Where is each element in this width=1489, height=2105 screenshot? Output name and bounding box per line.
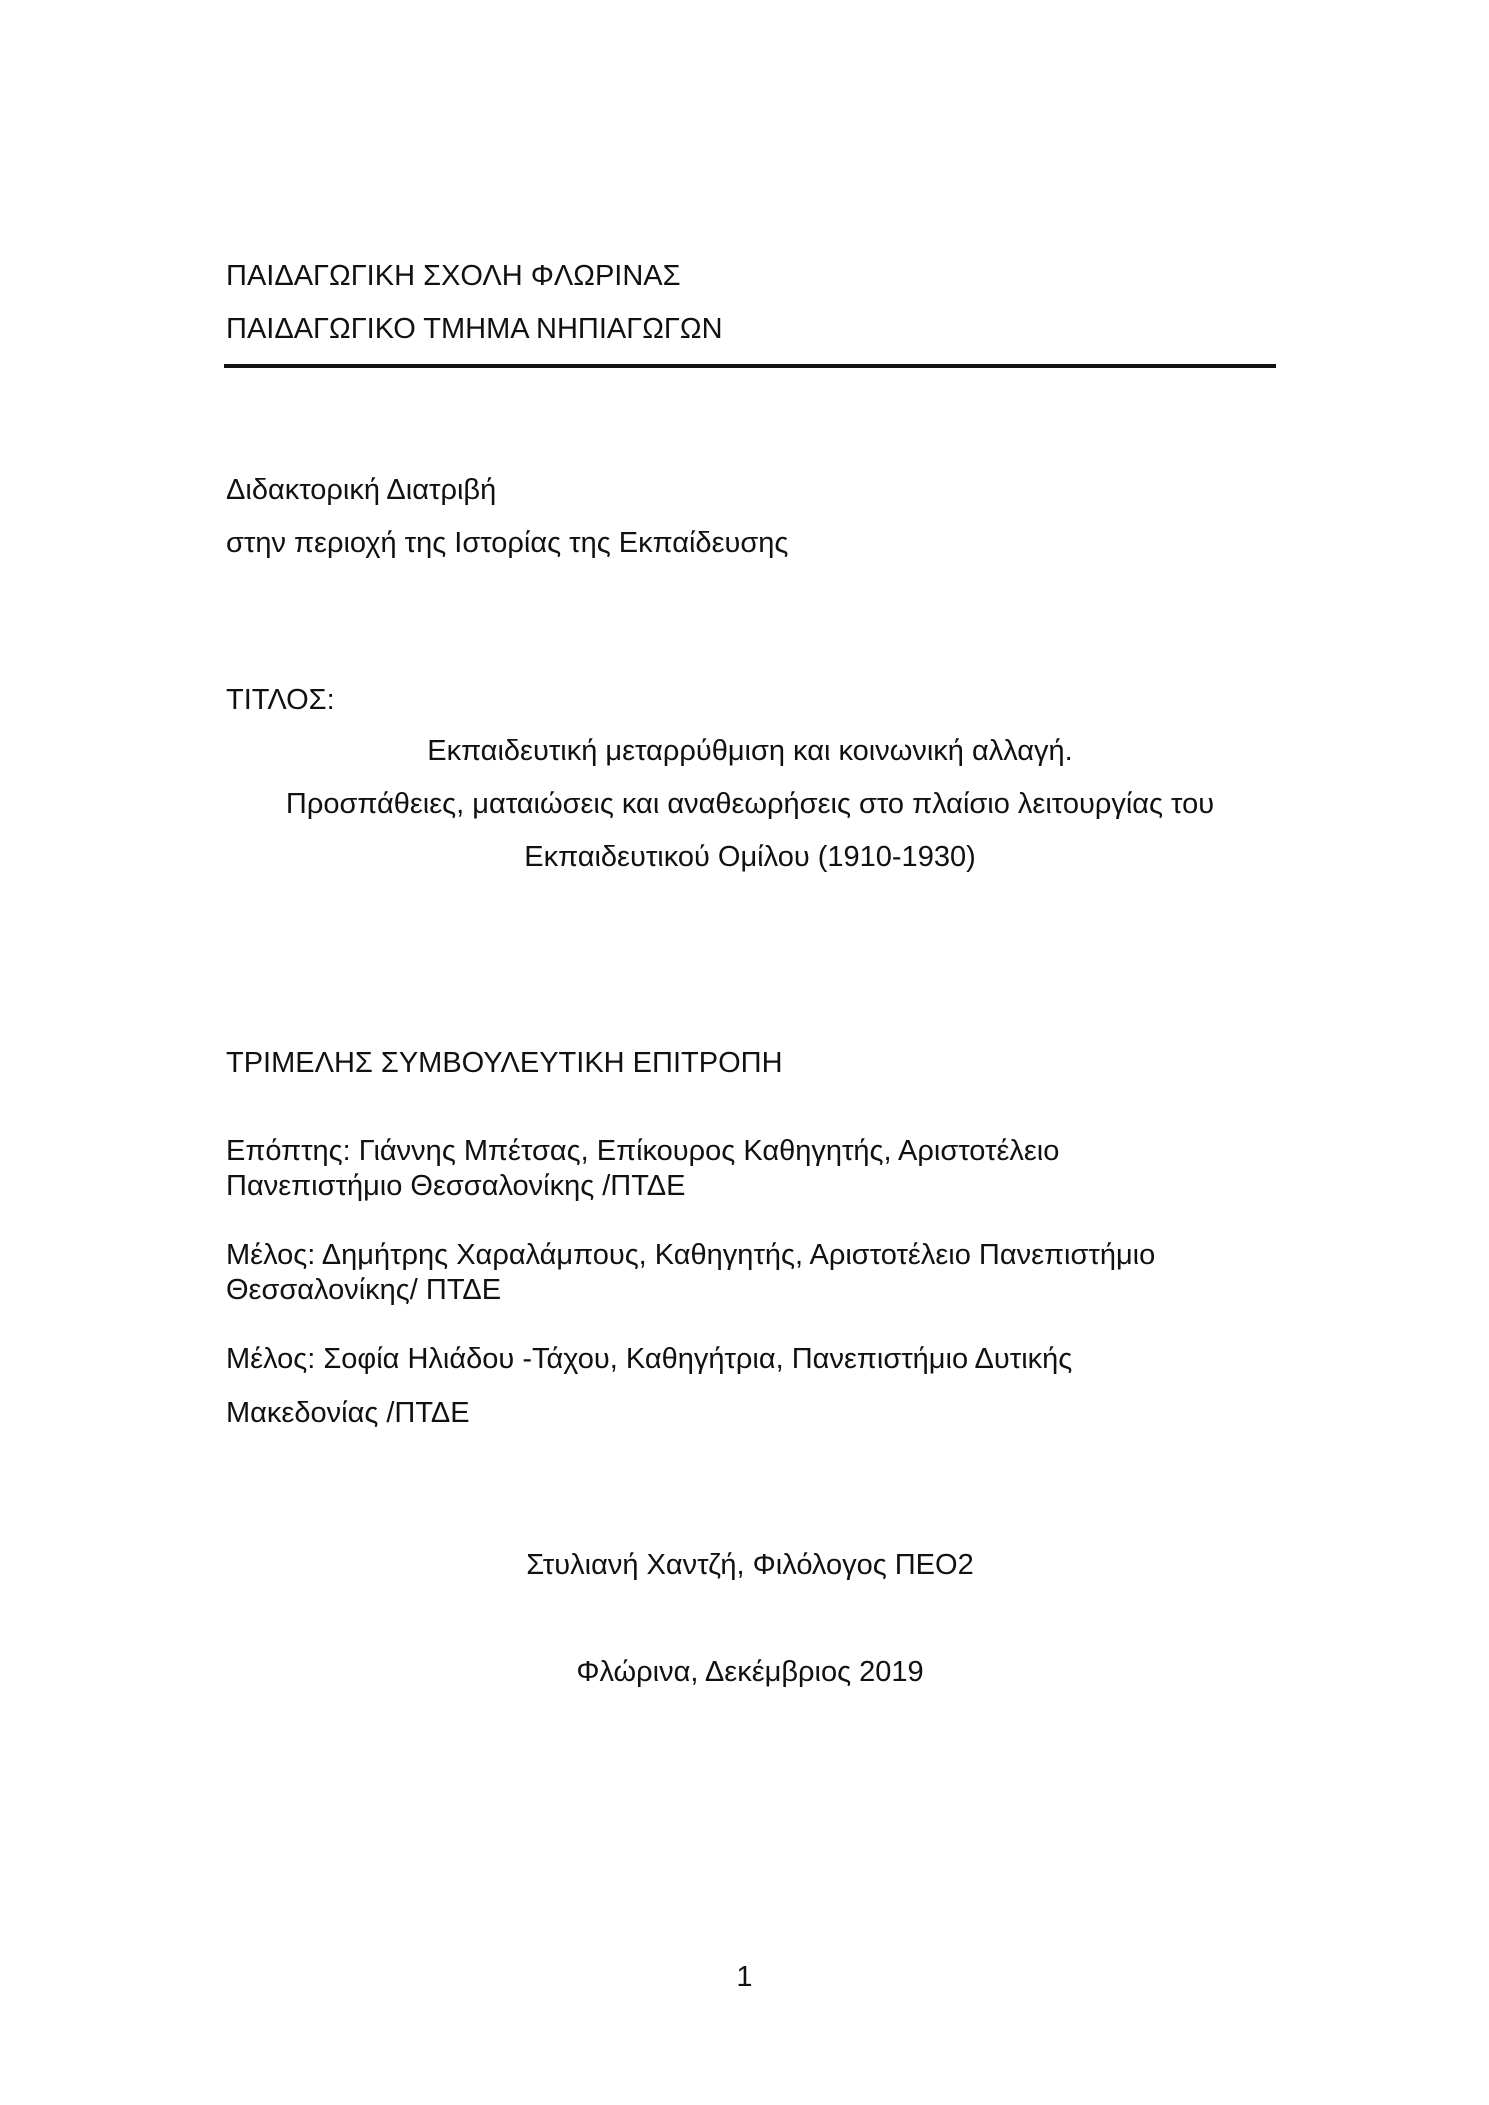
header-divider: [224, 364, 1276, 368]
committee-member-2-line-1: Μέλος: Δημήτρης Χαραλάμπους, Καθηγητής, Αριστοτέλειο Πανεπιστήμιο: [226, 1239, 1156, 1271]
committee-member-2-line-2: Θεσσαλονίκης/ ΠΤΔΕ: [226, 1274, 502, 1306]
school-name: ΠΑΙΔΑΓΩΓΙΚΗ ΣΧΟΛΗ ΦΛΩΡΙΝΑΣ: [226, 260, 681, 292]
place-date-line: Φλώρινα, Δεκέμβριος 2019: [576, 1656, 924, 1688]
title-line-3: Εκπαιδευτικού Ομίλου (1910-1930): [524, 841, 976, 873]
thesis-field: στην περιοχή της Ιστορίας της Εκπαίδευσης: [226, 527, 789, 559]
page-number: 1: [736, 1961, 753, 1993]
committee-member-3-line-2: Μακεδονίας /ΠΤΔΕ: [226, 1397, 470, 1429]
thesis-type: Διδακτορική Διατριβή: [226, 474, 497, 506]
committee-member-3-line-1: Μέλος: Σοφία Ηλιάδου -Τάχου, Καθηγήτρια, Πανεπιστήμιο Δυτικής: [226, 1343, 1073, 1375]
title-label: ΤΙΤΛΟΣ:: [226, 684, 335, 716]
author-line: Στυλιανή Χαντζή, Φιλόλογος ΠΕΟ2: [526, 1549, 974, 1581]
committee-member-1-line-2: Πανεπιστήμιο Θεσσαλονίκης /ΠΤΔΕ: [226, 1170, 686, 1202]
title-line-2: Προσπάθειες, ματαιώσεις και αναθεωρήσεις στο πλαίσιο λειτουργίας του: [285, 788, 1215, 820]
committee-heading: ΤΡΙΜΕΛΗΣ ΣΥΜΒΟΥΛΕΥΤΙΚΗ ΕΠΙΤΡΟΠΗ: [226, 1047, 783, 1079]
committee-member-1-line-1: Επόπτης: Γιάννης Μπέτσας, Επίκουρος Καθηγητής, Αριστοτέλειο: [226, 1135, 1060, 1167]
title-line-1: Εκπαιδευτική μεταρρύθμιση και κοινωνική αλλαγή.: [427, 735, 1073, 767]
department-name: ΠΑΙΔΑΓΩΓΙΚΟ ΤΜΗΜΑ ΝΗΠΙΑΓΩΓΩΝ: [226, 313, 723, 345]
